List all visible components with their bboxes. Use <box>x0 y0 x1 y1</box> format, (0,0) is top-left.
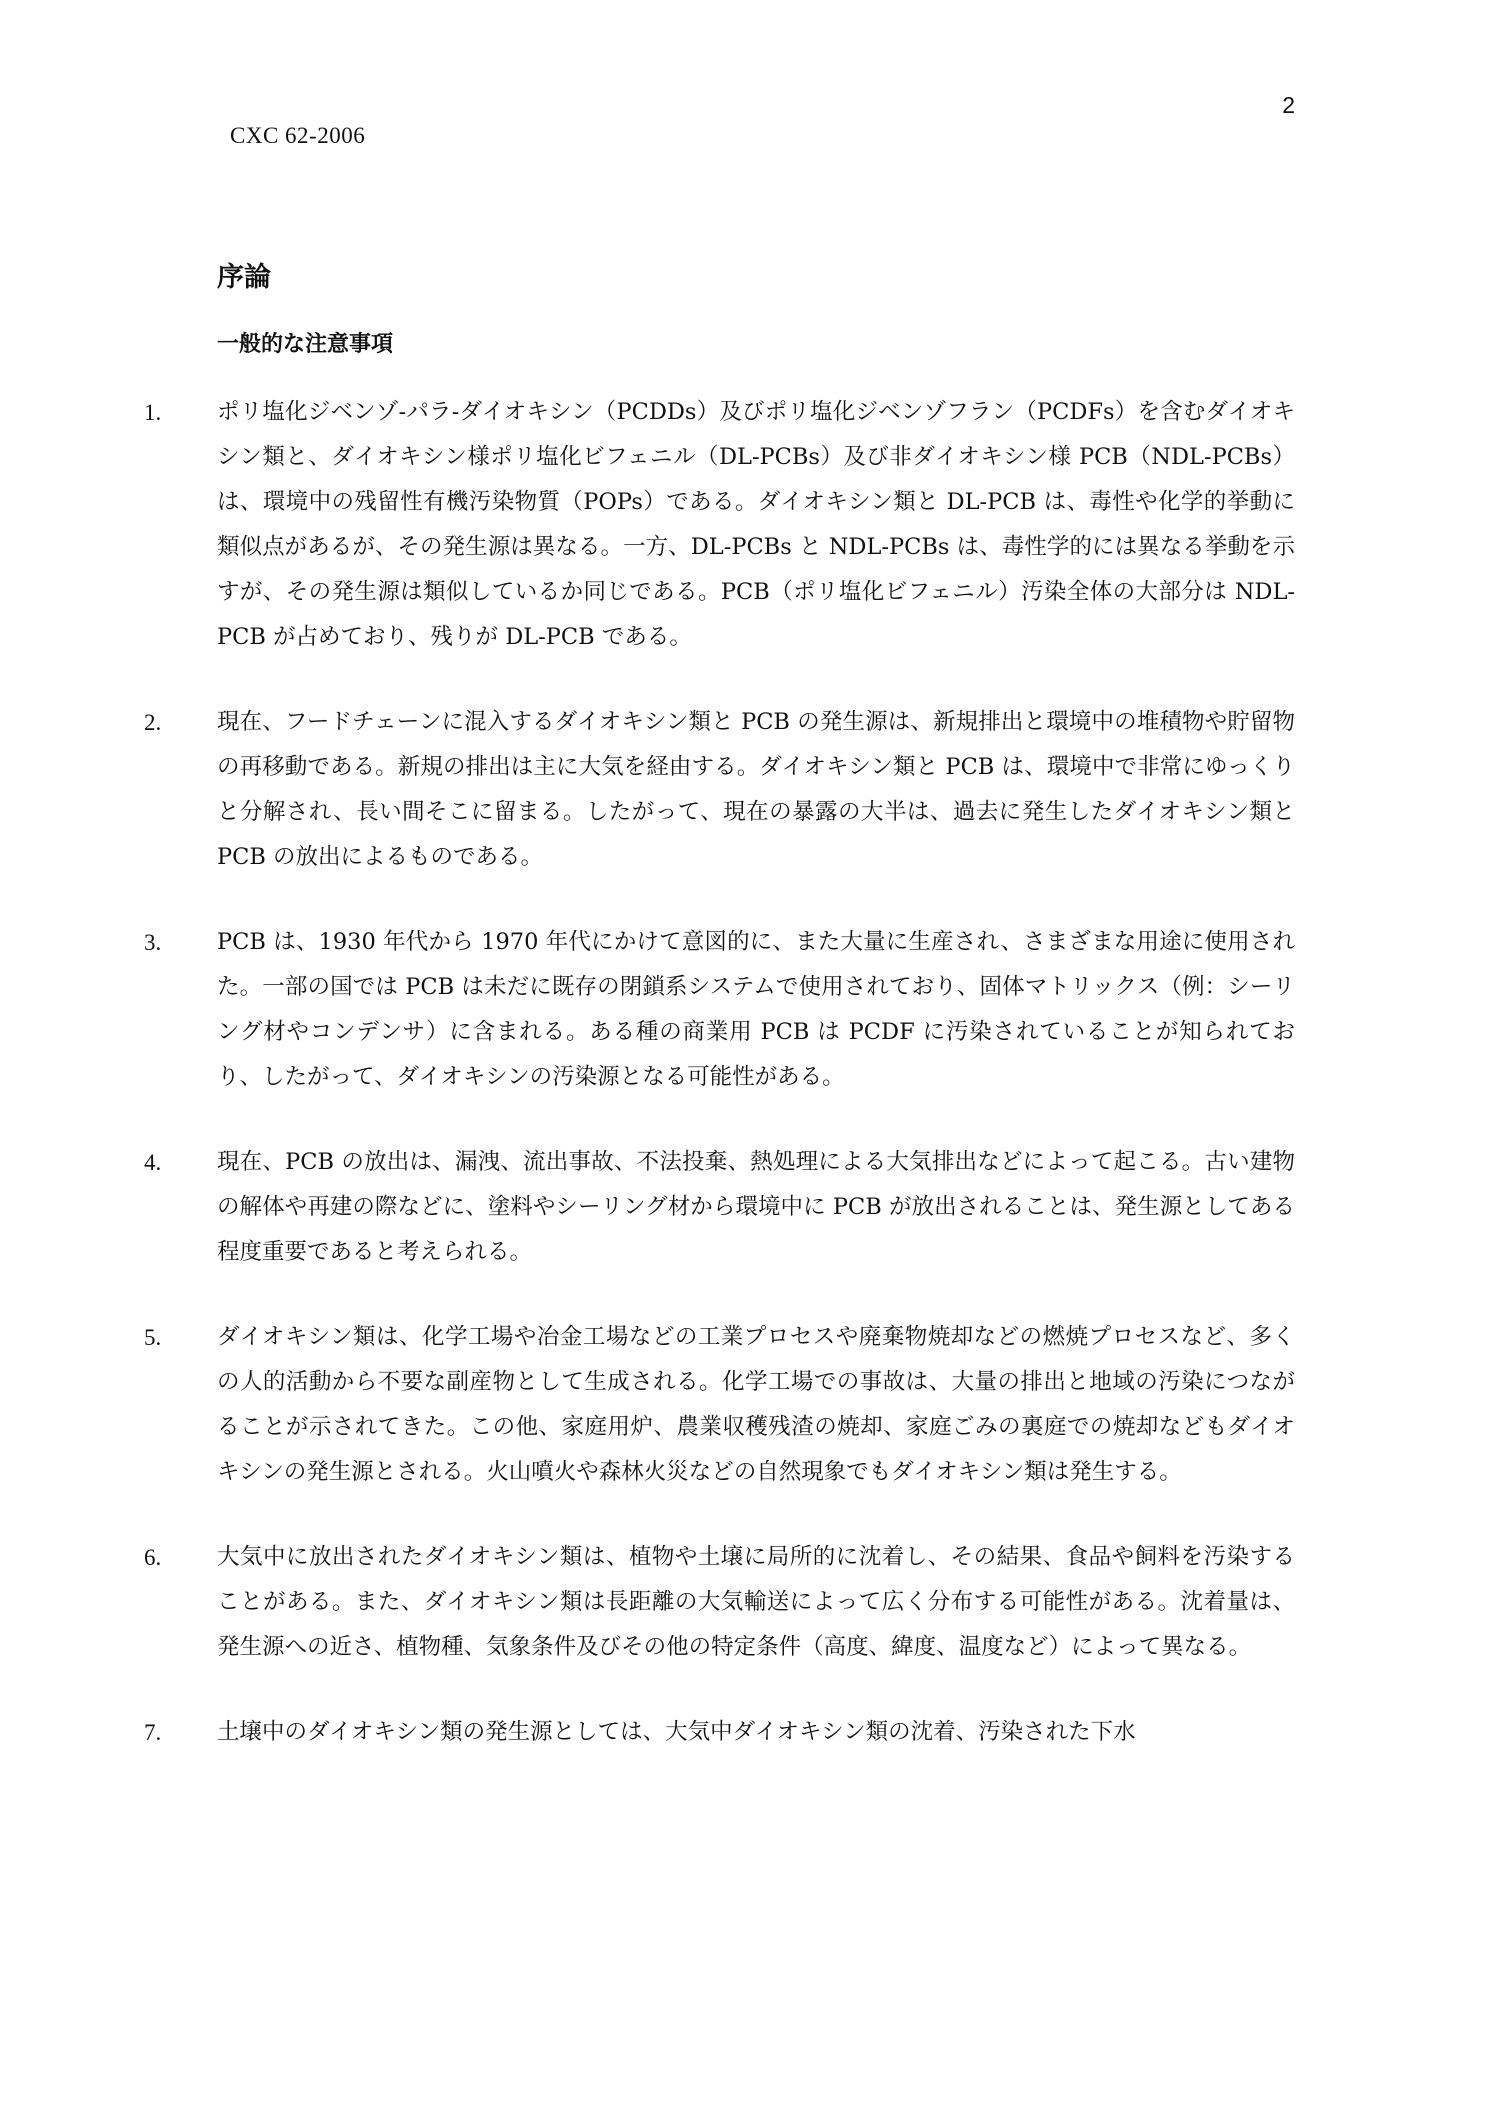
document-code: CXC 62-2006 <box>230 123 366 148</box>
paragraph-3 <box>0 920 1500 1100</box>
subsection-title: 一般的な注意事項 <box>217 332 394 357</box>
paragraph-2 <box>0 700 1500 880</box>
paragraph-text: 現在、フードチェーンに混入するダイオキシン類と PCB の発生源は、新規排出と環境中の堆積物や貯留物の再移動である。新規の排出は主に大気を経由する。ダイオキシン類と PCB は、環境中で非常にゆっくりと分解され、長い間そこに留まる。したがって、現在の暴露の大半は、過去に発生したダイオキシン類と PCB の放出によるものである。 <box>217 709 1295 870</box>
paragraph-number: 1. <box>144 400 162 425</box>
paragraph-text: ポリ塩化ジベンゾ-パラ-ダイオキシン（PCDDs）及びポリ塩化ジベンゾフラン（PCDFs）を含むダイオキシン類と、ダイオキシン様ポリ塩化ビフェニル（DL-PCBs）及び非ダイオキシン様 PCB（NDL-PCBs）は、環境中の残留性有機汚染物質（POPs）である。ダイオキシン類と DL-PCB は、毒性や化学的挙動に類似点があるが、その発生源は異なる。一方、DL-PCBs と NDL-PCBs は、毒性学的には異なる挙動を示すが、その発生源は類似しているか同じである。PCB（ポリ塩化ビフェニル）汚染全体の大部分は NDL-PCB が占めており、残りが DL-PCB である。 <box>217 399 1295 650</box>
paragraph-text: 大気中に放出されたダイオキシン類は、植物や土壌に局所的に沈着し、その結果、食品や飼料を汚染することがある。また、ダイオキシン類は長距離の大気輸送によって広く分布する可能性がある。沈着量は、発生源への近さ、植物種、気象条件及びその他の特定条件（高度、緯度、温度など）によって異なる。 <box>217 1544 1295 1660</box>
paragraph-7 <box>0 1710 1500 1755</box>
paragraph-number: 7. <box>144 1720 162 1745</box>
paragraph-number: 6. <box>144 1545 162 1570</box>
paragraph-list <box>0 390 1500 1795</box>
paragraph-text: 現在、PCB の放出は、漏洩、流出事故、不法投棄、熱処理による大気排出などによって起こる。古い建物の解体や再建の際などに、塗料やシーリング材から環境中に PCB が放出されることは、発生源としてある程度重要であると考えられる。 <box>217 1149 1295 1265</box>
paragraph-number: 3. <box>144 930 162 955</box>
paragraph-text: ダイオキシン類は、化学工場や冶金工場などの工業プロセスや廃棄物焼却などの燃焼プロセスなど、多くの人的活動から不要な副産物として生成される。化学工場での事故は、大量の排出と地域の汚染につながることが示されてきた。この他、家庭用炉、農業収穫残渣の焼却、家庭ごみの裏庭での焼却などもダイオキシンの発生源とされる。火山噴火や森林火災などの自然現象でもダイオキシン類は発生する。 <box>217 1324 1295 1485</box>
paragraph-5 <box>0 1315 1500 1495</box>
paragraph-number: 2. <box>144 710 162 735</box>
paragraph-4 <box>0 1140 1500 1275</box>
paragraph-1 <box>0 390 1500 660</box>
paragraph-text: 土壌中のダイオキシン類の発生源としては、大気中ダイオキシン類の沈着、汚染された下水 <box>217 1719 1136 1745</box>
paragraph-number: 5. <box>144 1325 162 1350</box>
paragraph-6 <box>0 1535 1500 1670</box>
paragraph-number: 4. <box>144 1150 162 1175</box>
page-number: 2 <box>1282 92 1295 118</box>
paragraph-text: PCB は、1930 年代から 1970 年代にかけて意図的に、また大量に生産され、さまざまな用途に使用された。一部の国では PCB は未だに既存の閉鎖系システムで使用されており、固体マトリックス（例：シーリング材やコンデンサ）に含まれる。ある種の商業用 PCB は PCDF に汚染されていることが知られており、したがって、ダイオキシンの汚染源となる可能性がある。 <box>217 929 1295 1090</box>
section-title: 序論 <box>217 262 271 293</box>
